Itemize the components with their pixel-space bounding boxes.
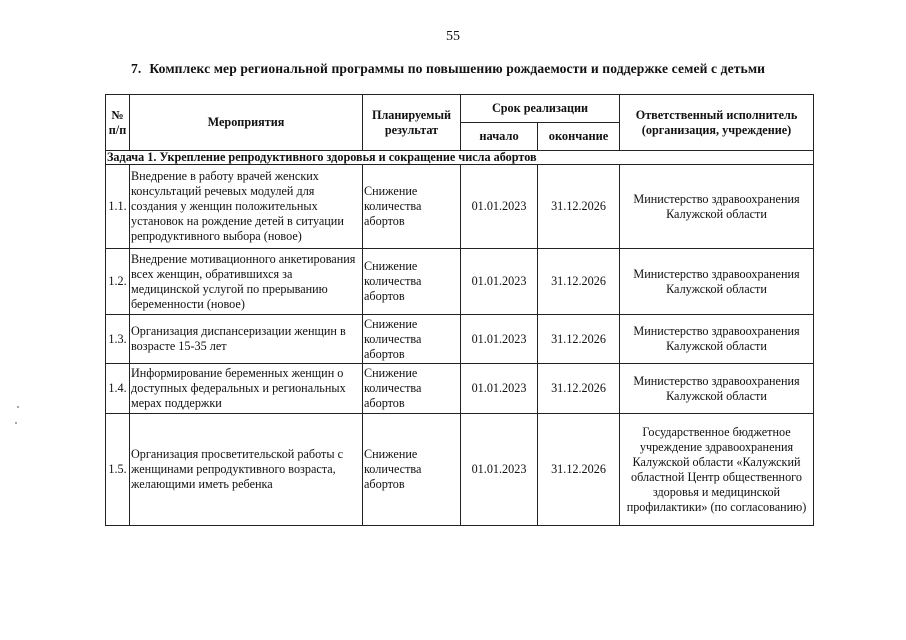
row-end: 31.12.2026 [538,364,620,414]
section-title [131,61,765,77]
header-num: № п/п [106,95,130,151]
section-number: 7. [131,61,142,76]
row-end: 31.12.2026 [538,414,620,526]
row-num: 1.5. [106,414,130,526]
header-end: окончание [538,123,620,151]
row-start: 01.01.2023 [461,315,538,364]
row-measure: Организация просветительской работы с женщинами репродуктивного возраста, желающими иметь ребенка [130,414,363,526]
row-result: Снижение количества абортов [363,364,461,414]
row-result: Снижение количества абортов [363,165,461,249]
row-measure: Организация диспансеризации женщин в возрасте 15-35 лет [130,315,363,364]
row-num: 1.2. [106,249,130,315]
row-result: Снижение количества абортов [363,249,461,315]
row-responsible: Министерство здравоохранения Калужской области [620,249,814,315]
row-responsible: Министерство здравоохранения Калужской области [620,165,814,249]
table-row [106,165,814,249]
table-row [106,364,814,414]
table-row [106,249,814,315]
row-responsible: Министерство здравоохранения Калужской области [620,364,814,414]
task-row [106,151,814,165]
row-end: 31.12.2026 [538,249,620,315]
row-num: 1.3. [106,315,130,364]
page-number: 55 [446,29,460,44]
row-measure: Внедрение мотивационного анкетирования всех женщин, обратившихся за медицинской услугой по прерыванию беременности (новое) [130,249,363,315]
row-result: Снижение количества абортов [363,315,461,364]
row-start: 01.01.2023 [461,249,538,315]
task-title: Задача 1. Укрепление репродуктивного здоровья и сокращение числа абортов [106,151,814,165]
row-end: 31.12.2026 [538,165,620,249]
row-responsible: Государственное бюджетное учреждение здравоохранения Калужской области «Калужский областной Центр общественного здоровья и медицинской профилактики» (по согласованию) [620,414,814,526]
row-end: 31.12.2026 [538,315,620,364]
row-measure: Внедрение в работу врачей женских консультаций речевых модулей для создания у женщин положительных установок на рождение детей в ситуации репродуктивного выбора (новое) [130,165,363,249]
row-num: 1.4. [106,364,130,414]
scan-speck [17,406,19,408]
header-term: Срок реализации [461,95,620,123]
table-header-row [106,95,814,123]
table-row [106,315,814,364]
row-start: 01.01.2023 [461,414,538,526]
header-responsible: Ответственный исполнитель (организация, учреждение) [620,95,814,151]
row-num: 1.1. [106,165,130,249]
row-start: 01.01.2023 [461,364,538,414]
header-result: Планируемый результат [363,95,461,151]
header-start: начало [461,123,538,151]
row-responsible: Министерство здравоохранения Калужской области [620,315,814,364]
section-title-text: Комплекс мер региональной программы по повышению рождаемости и поддержке семей с детьми [149,61,766,76]
row-measure: Информирование беременных женщин о доступных федеральных и региональных мерах поддержки [130,364,363,414]
table-row [106,414,814,526]
row-start: 01.01.2023 [461,165,538,249]
measures-table [105,94,814,526]
scan-speck [15,422,17,424]
row-result: Снижение количества абортов [363,414,461,526]
header-measure: Мероприятия [130,95,363,151]
